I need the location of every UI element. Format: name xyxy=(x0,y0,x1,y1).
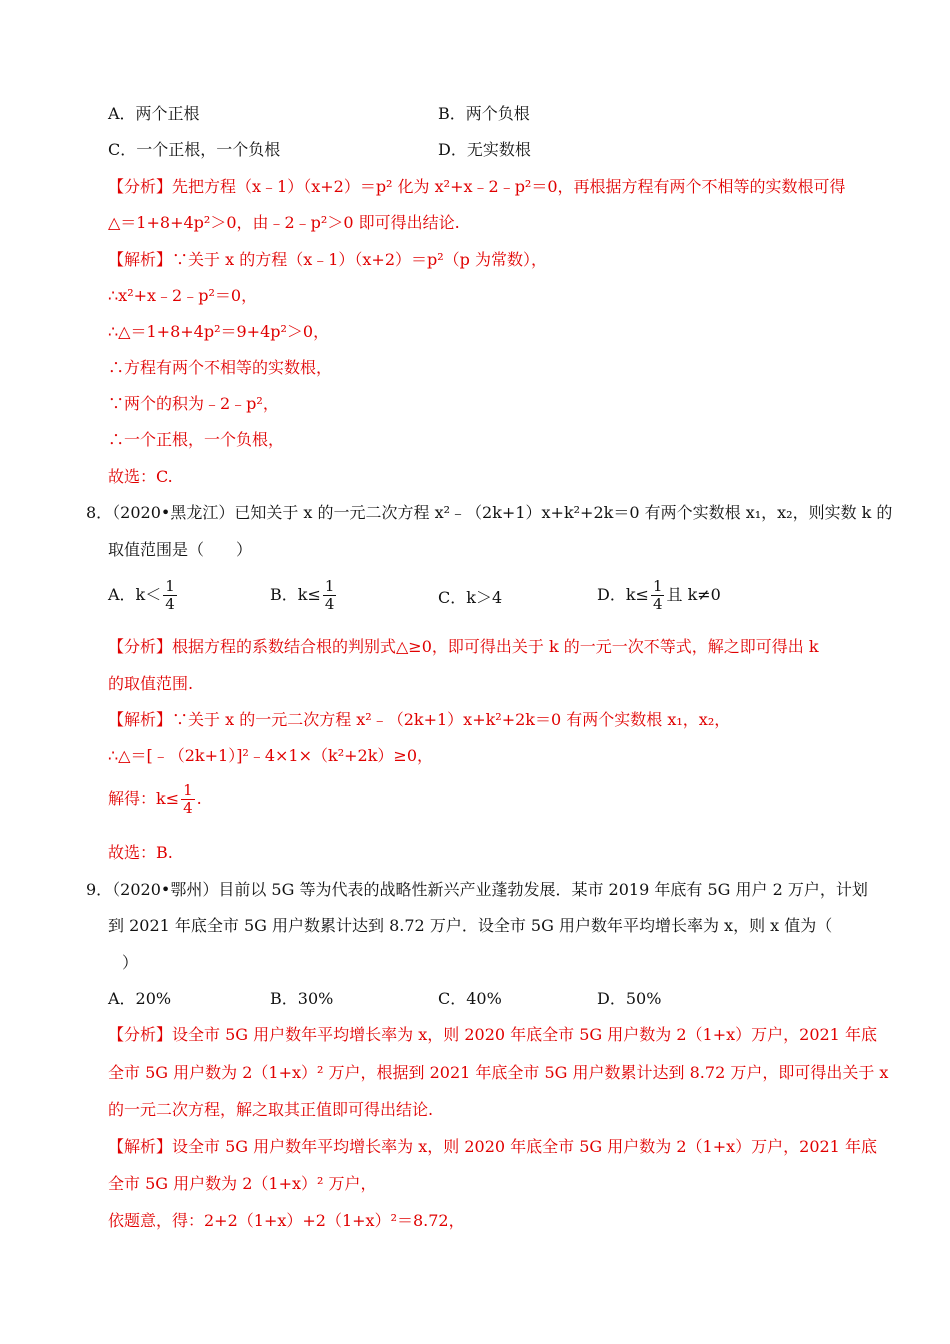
q7-option-d: D．无实数根 xyxy=(438,140,531,159)
q7-option-a: A．两个正根 xyxy=(108,104,200,123)
q8-option-c: C．k＞4 xyxy=(438,588,503,607)
q8-option-a-label: A．k＜ xyxy=(108,585,162,604)
fraction-numerator: 1 xyxy=(165,577,175,595)
q7-analysis-line-2: △＝1+8+4p²＞0，由﹣2﹣p²＞0 即可得出结论. xyxy=(108,213,460,232)
q8-solution-line-1: 【解析】∵关于 x 的一元二次方程 x²﹣（2k+1）x+k²+2k＝0 有两个实数根 x₁，x₂， xyxy=(108,710,731,729)
fraction-numerator: 1 xyxy=(652,577,663,595)
fraction xyxy=(651,578,665,613)
q8-option-b-label: B．k≤ xyxy=(270,585,321,604)
fraction-denominator: 4 xyxy=(183,799,193,817)
q8-stem-line-1: 8．（2020•黑龙江）已知关于 x 的一元二次方程 x²﹣（2k+1）x+k²+2k＝0 有两个实数根 x₁，x₂，则实数 k 的 xyxy=(86,503,893,522)
fraction xyxy=(163,578,177,613)
q8-option-d xyxy=(597,578,721,613)
q8-analysis-line-2: 的取值范围. xyxy=(108,674,194,693)
fraction-denominator: 4 xyxy=(324,595,335,613)
q9-analysis-line-1: 【分析】设全市 5G 用户数年平均增长率为 x，则 2020 年底全市 5G 用户数为 2（1+x）万户，2021 年底 xyxy=(108,1025,877,1044)
fraction-denominator: 4 xyxy=(165,595,175,613)
fraction-numerator: 1 xyxy=(183,781,193,799)
q8-option-d-label: D．k≤ xyxy=(597,585,649,604)
q7-option-c: C．一个正根，一个负根 xyxy=(108,140,281,159)
q7-solution-line-4: ∴方程有两个不相等的实数根， xyxy=(108,358,333,377)
q8-solve-label: 解得：k≤ xyxy=(108,789,180,808)
q8-stem-line-2: 取值范围是（ ） xyxy=(108,540,253,559)
q7-option-b: B．两个负根 xyxy=(438,104,530,123)
q8-answer: 故选：B. xyxy=(108,843,173,862)
fraction-numerator: 1 xyxy=(324,577,335,595)
q9-solution-line-3: 依题意，得：2+2（1+x）+2（1+x）²＝8.72， xyxy=(108,1211,465,1230)
q9-solution-line-1: 【解析】设全市 5G 用户数年平均增长率为 x，则 2020 年底全市 5G 用户数为 2（1+x）万户，2021 年底 xyxy=(108,1137,877,1156)
q8-solve-line xyxy=(108,782,202,817)
q8-analysis-line-1: 【分析】根据方程的系数结合根的判别式△≥0，即可得出关于 k 的一元一次不等式，解之即可得出 k xyxy=(108,637,819,656)
q8-option-d-suffix: 且 k≠0 xyxy=(666,585,721,604)
q8-solve-suffix: . xyxy=(196,789,202,808)
q9-stem-line-1: 9．（2020•鄂州）目前以 5G 等为代表的战略性新兴产业蓬勃发展．某市 2019 年底有 5G 用户 2 万户，计划 xyxy=(86,880,868,899)
q7-answer: 故选：C. xyxy=(108,467,173,486)
fraction xyxy=(323,578,337,613)
q9-analysis-line-2: 全市 5G 用户数为 2（1+x）² 万户，根据到 2021 年底全市 5G 用户数累计达到 8.72 万户，即可得出关于 x xyxy=(108,1063,889,1082)
q9-option-d: D．50% xyxy=(597,989,662,1008)
q7-solution-line-5: ∵两个的积为﹣2﹣p²， xyxy=(108,394,279,413)
q9-option-a: A．20% xyxy=(108,989,172,1008)
q9-option-c: C．40% xyxy=(438,989,502,1008)
q8-option-b xyxy=(270,578,338,613)
q8-option-a xyxy=(108,578,179,613)
q7-solution-line-1: 【解析】∵关于 x 的方程（x﹣1）（x+2）＝p²（p 为常数）， xyxy=(108,250,547,269)
q7-analysis-line-1: 【分析】先把方程（x﹣1）（x+2）＝p² 化为 x²+x﹣2﹣p²＝0，再根据方程有两个不相等的实数根可得 xyxy=(108,177,846,196)
q8-solution-line-2: ∴△＝[﹣（2k+1）]²﹣4×1×（k²+2k）≥0， xyxy=(108,746,433,765)
q9-analysis-line-3: 的一元二次方程，解之取其正值即可得出结论. xyxy=(108,1100,434,1119)
fraction-denominator: 4 xyxy=(652,595,663,613)
q7-solution-line-3: ∴△＝1+8+4p²＝9+4p²＞0， xyxy=(108,322,330,341)
q9-stem-line-2: 到 2021 年底全市 5G 用户数累计达到 8.72 万户．设全市 5G 用户数年平均增长率为 x，则 x 值为（ xyxy=(108,916,833,935)
q7-solution-line-6: ∴一个正根，一个负根， xyxy=(108,430,285,449)
fraction xyxy=(181,782,195,817)
q9-option-b: B．30% xyxy=(270,989,334,1008)
q9-solution-line-2: 全市 5G 用户数为 2（1+x）² 万户， xyxy=(108,1174,377,1193)
q9-stem-line-3: ） xyxy=(122,953,139,972)
q7-solution-line-2: ∴x²+x﹣2﹣p²＝0， xyxy=(108,286,258,305)
